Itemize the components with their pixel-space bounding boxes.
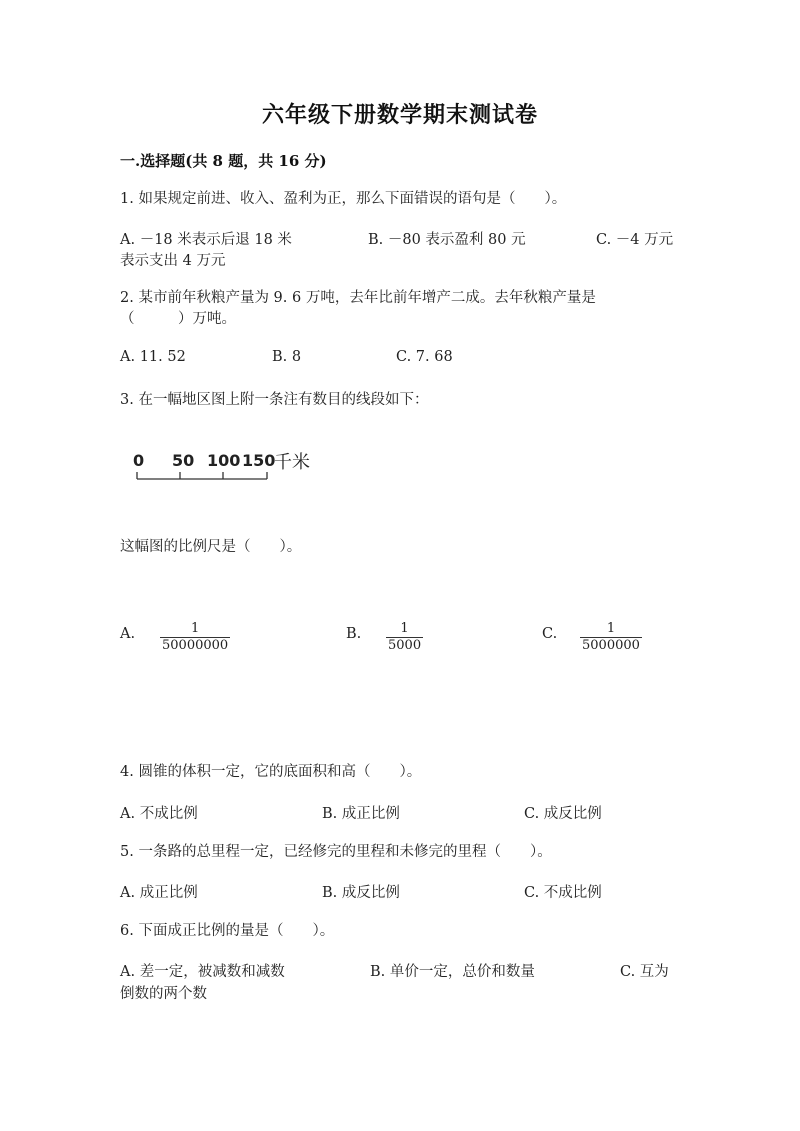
question-3-question: 这幅图的比例尺是（ ）。 <box>120 539 302 555</box>
question-5-option-a: A. 成正比例 <box>120 885 198 901</box>
question-3-option-a-label: A. <box>120 626 136 642</box>
question-3-option-c-fraction <box>580 621 642 654</box>
question-2-option-b: B. 8 <box>272 349 302 365</box>
scale-line <box>132 468 272 484</box>
question-4-option-c: C. 成反比例 <box>524 806 602 822</box>
fraction-numerator: 1 <box>400 621 409 636</box>
question-3-option-b-label: B. <box>346 626 362 642</box>
question-3-option-a-fraction <box>160 621 230 654</box>
fraction-numerator: 1 <box>606 621 616 636</box>
question-5-option-b: B. 成反比例 <box>322 885 400 901</box>
question-4-option-a: A. 不成比例 <box>120 806 198 822</box>
fraction-denominator: 5000 <box>388 638 422 653</box>
question-2-stem-line2: （ ）万吨。 <box>120 311 236 327</box>
page-title: 六年级下册数学期末测试卷 <box>261 102 538 128</box>
question-5-stem: 5. 一条路的总里程一定，已经修完的里程和未修完的里程（ ）。 <box>120 844 552 860</box>
scale-label-0: 0 <box>133 451 145 470</box>
question-4-option-b: B. 成正比例 <box>322 806 400 822</box>
question-6-option-b: B. 单价一定，总价和数量 <box>370 964 535 980</box>
scale-label-100: 100 <box>207 451 241 470</box>
question-4-stem: 4. 圆锥的体积一定，它的底面积和高（ ）。 <box>120 764 422 780</box>
question-6-stem: 6. 下面成正比例的量是（ ）。 <box>120 923 335 939</box>
scale-label-150: 150 <box>242 451 276 470</box>
question-3-option-c-label: C. <box>542 626 558 642</box>
question-2-stem: 2. 某市前年秋粮产量为 9. 6 万吨，去年比前年增产二成。去年秋粮产量是 <box>120 290 596 306</box>
fraction-numerator: 1 <box>190 621 200 636</box>
question-6-option-a: A. 差一定，被减数和减数 <box>120 964 285 980</box>
question-3-stem: 3. 在一幅地区图上附一条注有数目的线段如下： <box>120 392 429 408</box>
scale-label-50: 50 <box>172 451 195 470</box>
question-1-option-a: A. －18 米表示后退 18 米 <box>120 232 292 248</box>
question-1-stem: 1. 如果规定前进、收入、盈利为正，那么下面错误的语句是（ ）。 <box>120 191 567 207</box>
question-1-option-b: B. －80 表示盈利 80 元 <box>368 232 526 248</box>
question-2-option-a: A. 11. 52 <box>120 349 186 365</box>
question-6-option-c-continuation: 倒数的两个数 <box>120 986 207 1002</box>
question-2-option-c: C. 7. 68 <box>396 349 453 365</box>
fraction-denominator: 5000000 <box>582 638 640 653</box>
fraction-denominator: 50000000 <box>162 638 229 653</box>
question-1-option-c: C. －4 万元 <box>596 232 674 248</box>
scale-unit: 千米 <box>274 452 310 473</box>
section-heading: 一.选择题(共 8 题，共 16 分) <box>120 152 327 170</box>
question-5-option-c: C. 不成比例 <box>524 885 602 901</box>
question-6-option-c: C. 互为 <box>620 964 669 980</box>
question-1-option-c-continuation: 表示支出 4 万元 <box>120 253 226 269</box>
question-3-option-b-fraction <box>386 621 423 654</box>
